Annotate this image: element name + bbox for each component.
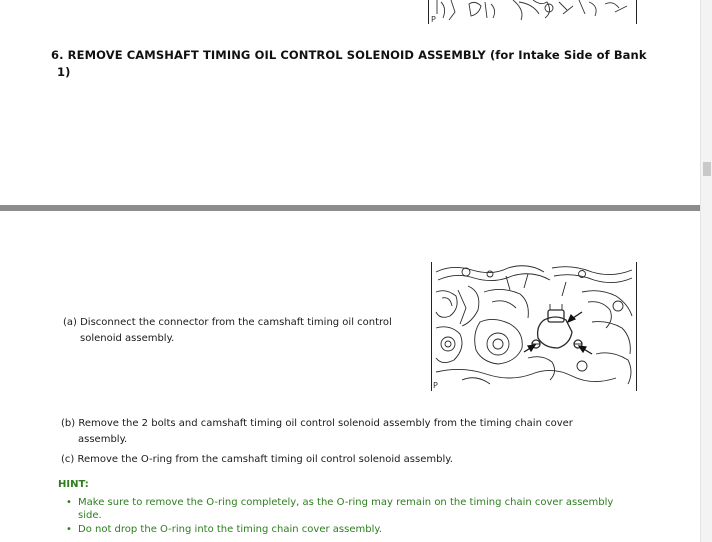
illustration-corner-label: P <box>431 15 436 24</box>
hint-item <box>64 523 654 536</box>
substep-a-line1: (a) Disconnect the connector from the camshaft timing oil control <box>63 317 392 328</box>
solenoid-illustration <box>431 262 637 391</box>
scrollbar-thumb[interactable] <box>703 162 711 176</box>
hint-list <box>64 496 654 537</box>
previous-illustration-drawing <box>429 0 636 24</box>
hint-label: HINT: <box>58 479 89 490</box>
hint-item <box>64 496 654 522</box>
hint-bullet: • <box>66 524 72 535</box>
illustration-corner-label: P <box>433 381 438 390</box>
section-divider <box>0 205 702 211</box>
step-heading-line2: 1) <box>57 65 71 79</box>
hint-item-1-line2: side. <box>78 510 102 521</box>
substep-c-line1: (c) Remove the O-ring from the camshaft timing oil control solenoid assembly. <box>61 454 453 465</box>
substep-a-line2: solenoid assembly. <box>80 333 175 344</box>
substep-b-line1: (b) Remove the 2 bolts and camshaft timing oil control solenoid assembly from the timing chain cover <box>61 418 573 429</box>
hint-bullet: • <box>66 497 72 508</box>
step-heading <box>51 47 651 81</box>
substep-b-line2: assembly. <box>78 434 128 445</box>
previous-illustration-fragment <box>428 0 637 24</box>
engine-line-drawing <box>432 262 636 391</box>
hint-item-1-line1: Make sure to remove the O-ring completely, as the O-ring may remain on the timing chain cover assembly <box>78 497 614 508</box>
step-heading-line1: 6. REMOVE CAMSHAFT TIMING OIL CONTROL SOLENOID ASSEMBLY (for Intake Side of Bank <box>51 48 647 62</box>
vertical-scrollbar[interactable] <box>700 0 712 542</box>
hint-item-2-line1: Do not drop the O-ring into the timing chain cover assembly. <box>78 524 383 535</box>
substep-b <box>61 416 661 448</box>
substep-c <box>61 452 661 468</box>
substep-a <box>63 315 423 347</box>
